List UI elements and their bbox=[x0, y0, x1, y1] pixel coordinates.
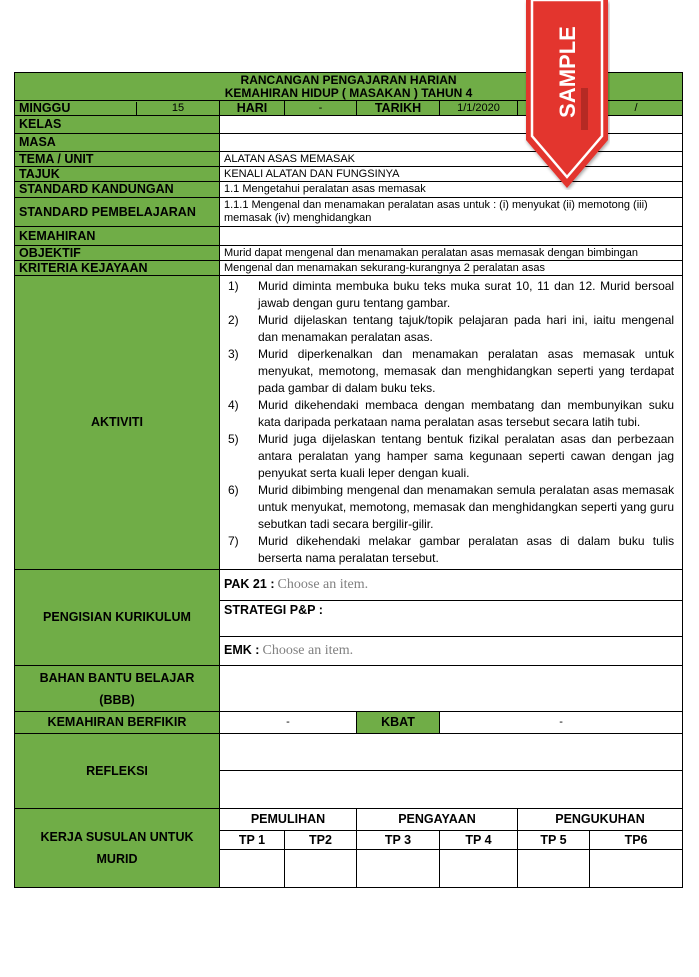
refleksi-label: REFLEKSI bbox=[15, 734, 220, 809]
tp6-cell bbox=[590, 850, 683, 888]
susulan-label bbox=[15, 809, 220, 888]
pak-label: PAK 21 : bbox=[224, 577, 275, 591]
bbb-label-line1: BAHAN BANTU BELAJAR bbox=[39, 670, 195, 685]
objektif-value: Murid dapat mengenal dan menamakan peralatan asas memasak dengan bimbingan bbox=[220, 246, 683, 261]
tp2-cell bbox=[285, 850, 357, 888]
berfikir-label: KEMAHIRAN BERFIKIR bbox=[15, 712, 220, 734]
tp1-cell bbox=[220, 850, 285, 888]
aktiviti-item-number: 7) bbox=[228, 534, 239, 548]
tp3-header: TP 3 bbox=[357, 831, 440, 850]
hari-value: - bbox=[285, 101, 357, 116]
emk-row bbox=[220, 637, 683, 666]
bbb-label-line2: (BBB) bbox=[99, 692, 135, 707]
berfikir-value: - bbox=[220, 712, 357, 734]
sp-value: 1.1.1 Mengenal dan menamakan peralatan asas untuk : (i) menyukat (ii) memotong (iii) memasak (iv) menghidangkan bbox=[220, 198, 683, 227]
aktiviti-item-text: Murid diminta membuka buku teks muka surat 10, 11 dan 12. Murid bersoal jawab dengan guru tentang gambar. bbox=[258, 279, 675, 310]
tp5-cell bbox=[518, 850, 590, 888]
kurikulum-label: PENGISIAN KURIKULUM bbox=[15, 570, 220, 666]
aktiviti-item-text: Murid dikehendaki membaca dengan membatang dan membunyikan suku kata daripada perkataan nama peralatan asas tersebut secara latih tubi. bbox=[258, 398, 675, 429]
stamp-text: SAMPLE bbox=[555, 26, 580, 118]
kriteria-label: KRITERIA KEJAYAAN bbox=[15, 261, 220, 276]
aktiviti-item-number: 3) bbox=[228, 347, 239, 361]
kbat-label: KBAT bbox=[357, 712, 440, 734]
sk-label: STANDARD KANDUNGAN bbox=[15, 182, 220, 198]
pemulihan-header: PEMULIHAN bbox=[220, 809, 357, 831]
header-title-line2: KEMAHIRAN HIDUP ( MASAKAN ) TAHUN 4 bbox=[224, 85, 473, 100]
pengukuhan-header: PENGUKUHAN bbox=[518, 809, 683, 831]
aktiviti-item bbox=[224, 431, 674, 482]
tarikh-value: 1/1/2020 bbox=[440, 101, 518, 116]
emk-label: EMK : bbox=[224, 643, 260, 657]
tp4-header: TP 4 bbox=[440, 831, 518, 850]
kelas-label: KELAS bbox=[15, 116, 220, 134]
bbb-value bbox=[220, 666, 683, 712]
susulan-label-line1: KERJA SUSULAN UNTUK bbox=[40, 830, 194, 844]
refleksi-value-2 bbox=[220, 771, 683, 809]
tp3-cell bbox=[357, 850, 440, 888]
susulan-label-line2: MURID bbox=[96, 852, 138, 866]
bbb-label bbox=[15, 666, 220, 712]
sample-stamp bbox=[524, 0, 610, 190]
tajuk-label: TAJUK bbox=[15, 167, 220, 182]
info-row-left bbox=[15, 101, 220, 116]
aktiviti-item-text: Murid diperkenalkan dan menamakan peralatan asas memasak untuk menyukat, memotong, memasak dan menghidangkan seperti yang terdapat pada gambar di dalam buku teks. bbox=[258, 347, 675, 395]
masa-label: MASA bbox=[15, 134, 220, 152]
lesson-plan-table bbox=[14, 72, 683, 888]
aktiviti-item-number: 2) bbox=[228, 313, 239, 327]
tp4-cell bbox=[440, 850, 518, 888]
aktiviti-item-text: Murid dibimbing mengenal dan menamakan semula peralatan asas memasak untuk menyukat, memotong, memasak dan menghidangkan seperti yang guru sebutkan tadi secara bergilir-gilir. bbox=[258, 483, 675, 531]
aktiviti-item-number: 6) bbox=[228, 483, 239, 497]
aktiviti-item-number: 4) bbox=[228, 398, 239, 412]
aktiviti-item bbox=[224, 397, 674, 431]
aktiviti-item bbox=[224, 482, 674, 533]
aktiviti-label: AKTIVITI bbox=[15, 276, 220, 570]
pak-dropdown[interactable]: Choose an item. bbox=[277, 577, 369, 592]
aktiviti-item bbox=[224, 278, 674, 312]
tp5-header: TP 5 bbox=[518, 831, 590, 850]
info-slash: / bbox=[590, 101, 683, 116]
tp2-header: TP2 bbox=[285, 831, 357, 850]
emk-dropdown[interactable]: Choose an item. bbox=[262, 643, 354, 658]
strategi-label: STRATEGI P&P : bbox=[224, 603, 323, 617]
header-title-line1: RANCANGAN PENGAJARAN HARIAN bbox=[240, 72, 457, 87]
sk-value: 1.1 Mengetahui peralatan asas memasak bbox=[220, 182, 683, 198]
tema-value: ALATAN ASAS MEMASAK bbox=[220, 152, 683, 167]
kemahiran-value bbox=[220, 227, 683, 246]
stamp-small-label bbox=[581, 88, 588, 130]
kemahiran-label: KEMAHIRAN bbox=[15, 227, 220, 246]
aktiviti-list bbox=[224, 276, 678, 569]
kbat-value: - bbox=[440, 712, 683, 734]
tema-label: TEMA / UNIT bbox=[15, 152, 220, 167]
hari-label: HARI bbox=[220, 101, 285, 116]
tp6-header: TP6 bbox=[590, 831, 683, 850]
minggu-label: MINGGU bbox=[19, 100, 71, 115]
objektif-label: OBJEKTIF bbox=[15, 246, 220, 261]
aktiviti-item bbox=[224, 312, 674, 346]
aktiviti-item-text: Murid dikehendaki melakar gambar peralatan asas di dalam buku tulis berserta nama peralatan tersebut. bbox=[258, 534, 675, 565]
aktiviti-item bbox=[224, 533, 674, 567]
tarikh-label: TARIKH bbox=[357, 101, 440, 116]
aktiviti-item bbox=[224, 346, 674, 397]
pak-row bbox=[220, 570, 683, 601]
kriteria-value: Mengenal dan menamakan sekurang-kurangnya 2 peralatan asas bbox=[220, 261, 683, 276]
aktiviti-item-number: 1) bbox=[228, 279, 239, 293]
masa-value bbox=[220, 134, 683, 152]
minggu-value: 15 bbox=[136, 102, 219, 115]
pengayaan-header: PENGAYAAN bbox=[357, 809, 518, 831]
aktiviti-item-text: Murid dijelaskan tentang tajuk/topik pelajaran pada hari ini, iaitu mengenal dan menamakan peralatan asas. bbox=[258, 313, 675, 344]
lesson-plan-sheet bbox=[14, 72, 682, 888]
refleksi-value-1 bbox=[220, 734, 683, 771]
aktiviti-item-number: 5) bbox=[228, 432, 239, 446]
strategi-row bbox=[220, 601, 683, 637]
aktiviti-content bbox=[220, 276, 683, 570]
aktiviti-item-text: Murid juga dijelaskan tentang bentuk fizikal peralatan asas dan perbezaan antara peralatan yang hamper sama kegunaan seperti cawan dengan jag penyukat serta kuali leper dengan kuali. bbox=[258, 432, 675, 480]
tp1-header: TP 1 bbox=[220, 831, 285, 850]
tajuk-value: KENALI ALATAN DAN FUNGSINYA bbox=[220, 167, 683, 182]
kelas-value bbox=[220, 116, 683, 134]
sp-label: STANDARD PEMBELAJARAN bbox=[15, 198, 220, 227]
